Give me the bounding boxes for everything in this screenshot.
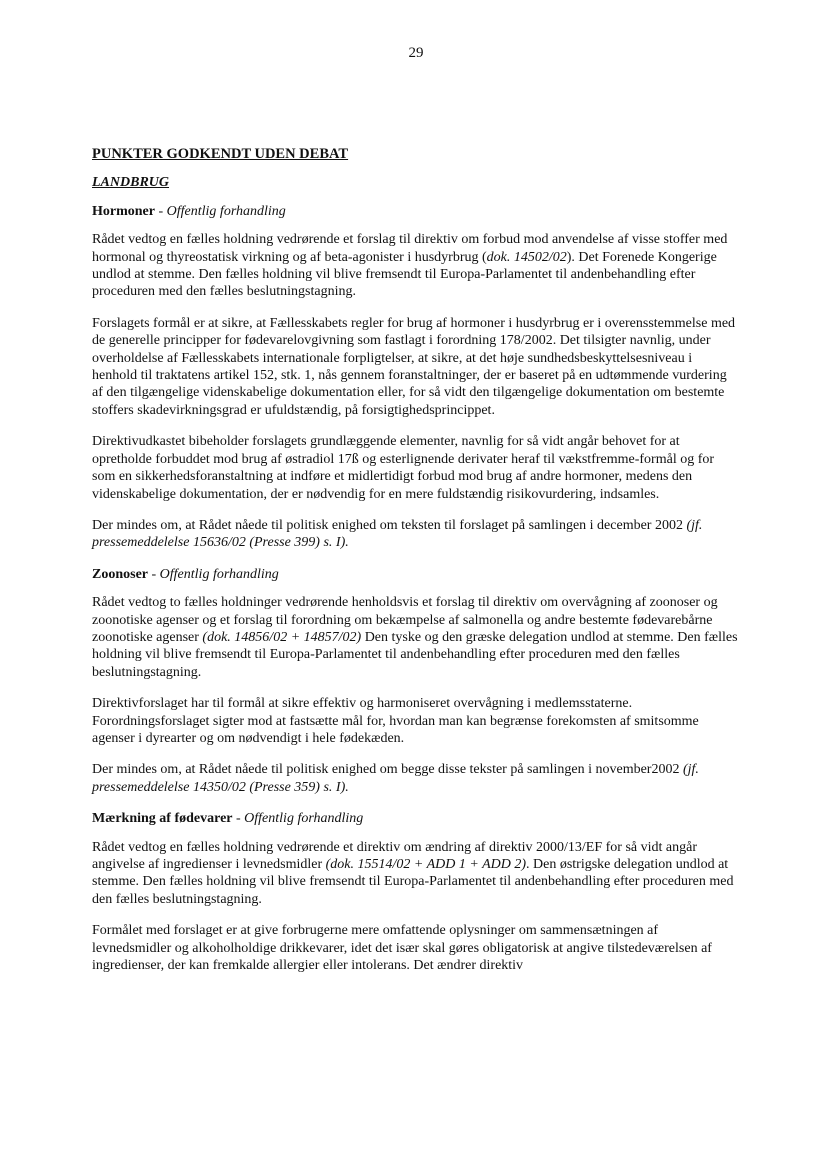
paragraph xyxy=(92,761,740,796)
press-reference: (jf. pressemeddelelse 14350/02 (Presse 359) s. I). xyxy=(92,762,699,795)
heading-hormoner xyxy=(92,203,740,220)
section-subtitle: LANDBRUG xyxy=(92,175,170,191)
text: Rådet vedtog en fælles holdning vedrørende et direktiv om ændring af direktiv 2000/13/EF for så vidt angår angivelse af ingredienser i levnedsmidler xyxy=(92,839,697,872)
document-reference: dok. 14502/02 xyxy=(486,249,567,265)
text: Rådet vedtog en fælles holdning vedrørende et forslag til direktiv om forbud mod anvendelse af visse stoffer med hormonal og thyreostatisk virkning og af beta-agonister i husdyrbrug ( xyxy=(92,232,728,265)
heading-separator: - xyxy=(154,203,167,219)
heading-title: Mærkning af fødevarer xyxy=(92,811,233,827)
text: ). Det Forenede Kongerige undlod at stemme. Den fælles holdning vil blive fremsendt til Europa-Parlamentet til andenbehandling efter proceduren med den fælles beslutningstagning. xyxy=(92,249,717,300)
heading-maerkning xyxy=(92,810,740,827)
text: Forslagets formål er at sikre, at Fællesskabets regler for brug af hormoner i husdyrbrug er i overensstemmelse med de generelle principper for fødevarelovgivning som fastlagt i forordning 178/2002. Det tilsigter navnlig, under overholdelse af Fællesskabets internationale forpligtelser, at sikre, at det høje sundhedsbeskyttelsesniveau i henhold til traktatens artikel 152, stk. 1, nås gennem foranstaltninger, der er baseret på en udtømmende vurdering af den tilgængelige videnskabelige dokumentation eller, for så vidt den tilgængelige dokumentation om bestemte stoffers skadevirkningsgrad er ufuldstændig, på forsigtighedsprincippet. xyxy=(92,315,736,418)
press-reference: (jf. pressemeddelelse 15636/02 (Presse 399) s. I). xyxy=(92,517,703,551)
text: Formålet med forslaget er at give forbrugerne mere omfattende oplysninger om sammensætningen af levnedsmidler og alkoholholdige drikkevarer, idet det især skal gøres obligatorisk at angive tilstedeværelsen af ingredienser, der kan fremkalde allergier eller intolerans. Det ændrer direktiv xyxy=(92,923,712,974)
heading-zoonoser xyxy=(92,566,740,583)
heading-tag: Offentlig forhandling xyxy=(244,811,364,827)
page-content xyxy=(92,146,740,988)
page-number: 29 xyxy=(408,45,424,61)
text: . Den østrigske delegation undlod at stemme. Den fælles holdning vil blive fremsendt til Europa-Parlamentet til andenbehandling efter proceduren med den fælles beslutningstagning. xyxy=(92,857,734,907)
text: Rådet vedtog to fælles holdninger vedrørende henholdsvis et forslag til direktiv om overvågning af zoonoser og zoonotiske agenser og et forslag til forordning om bekæmpelse af salmonella og andre bestemte fødevarebårne zoonotiske agenser xyxy=(92,595,718,645)
text: Den tyske og den græske delegation undlod at stemme. Den fælles holdning vil blive fremsendt til Europa-Parlamentet til andenbehandling efter proceduren med den fælles beslutningstagning. xyxy=(92,629,738,680)
heading-separator: - xyxy=(232,811,245,827)
paragraph xyxy=(92,315,740,419)
text: Der mindes om, at Rådet nåede til politisk enighed om teksten til forslaget på samlingen i december 2002 xyxy=(92,517,687,533)
heading-tag: Offentlig forhandling xyxy=(159,566,279,582)
heading-title: Hormoner xyxy=(92,203,155,219)
paragraph xyxy=(92,594,740,681)
text: Der mindes om, at Rådet nåede til politisk enighed om begge disse tekster på samlingen i november2002 xyxy=(92,762,683,778)
text: Direktivudkastet bibeholder forslagets grundlæggende elementer, navnlig for så vidt angår behovet for at opretholde forbuddet mod brug af østradiol 17ß og esterlignende derivater heraf til vækstfremme-formål og for som en sikkerhedsforanstaltning at indføre et midlertidigt forbud mod brug af andre hormoner, medens den videnskabelige dokumentation, der er nødvendig for en mere fuldstændig risikovurdering, indsamles. xyxy=(92,434,715,502)
paragraph xyxy=(92,922,740,974)
heading-separator: - xyxy=(148,566,160,582)
paragraph xyxy=(92,433,740,503)
paragraph xyxy=(92,839,740,909)
heading-tag: Offentlig forhandling xyxy=(166,203,286,219)
document-reference: (dok. 14856/02 + 14857/02) xyxy=(202,629,362,645)
section-title: PUNKTER GODKENDT UDEN DEBAT xyxy=(92,146,349,162)
text: Direktivforslaget har til formål at sikre effektiv og harmoniseret overvågning i medlemsstaterne. Forordningsforslaget sigter mod at fastsætte mål for, hvordan man kan begrænse forekomsten af smitsomme agenser i dyrearter og om nødvendigt i hele fødekæden. xyxy=(92,696,699,746)
paragraph xyxy=(92,517,740,552)
document-reference: (dok. 15514/02 + ADD 1 + ADD 2) xyxy=(325,857,527,872)
paragraph xyxy=(92,231,740,301)
paragraph xyxy=(92,695,740,747)
heading-title: Zoonoser xyxy=(92,566,148,582)
